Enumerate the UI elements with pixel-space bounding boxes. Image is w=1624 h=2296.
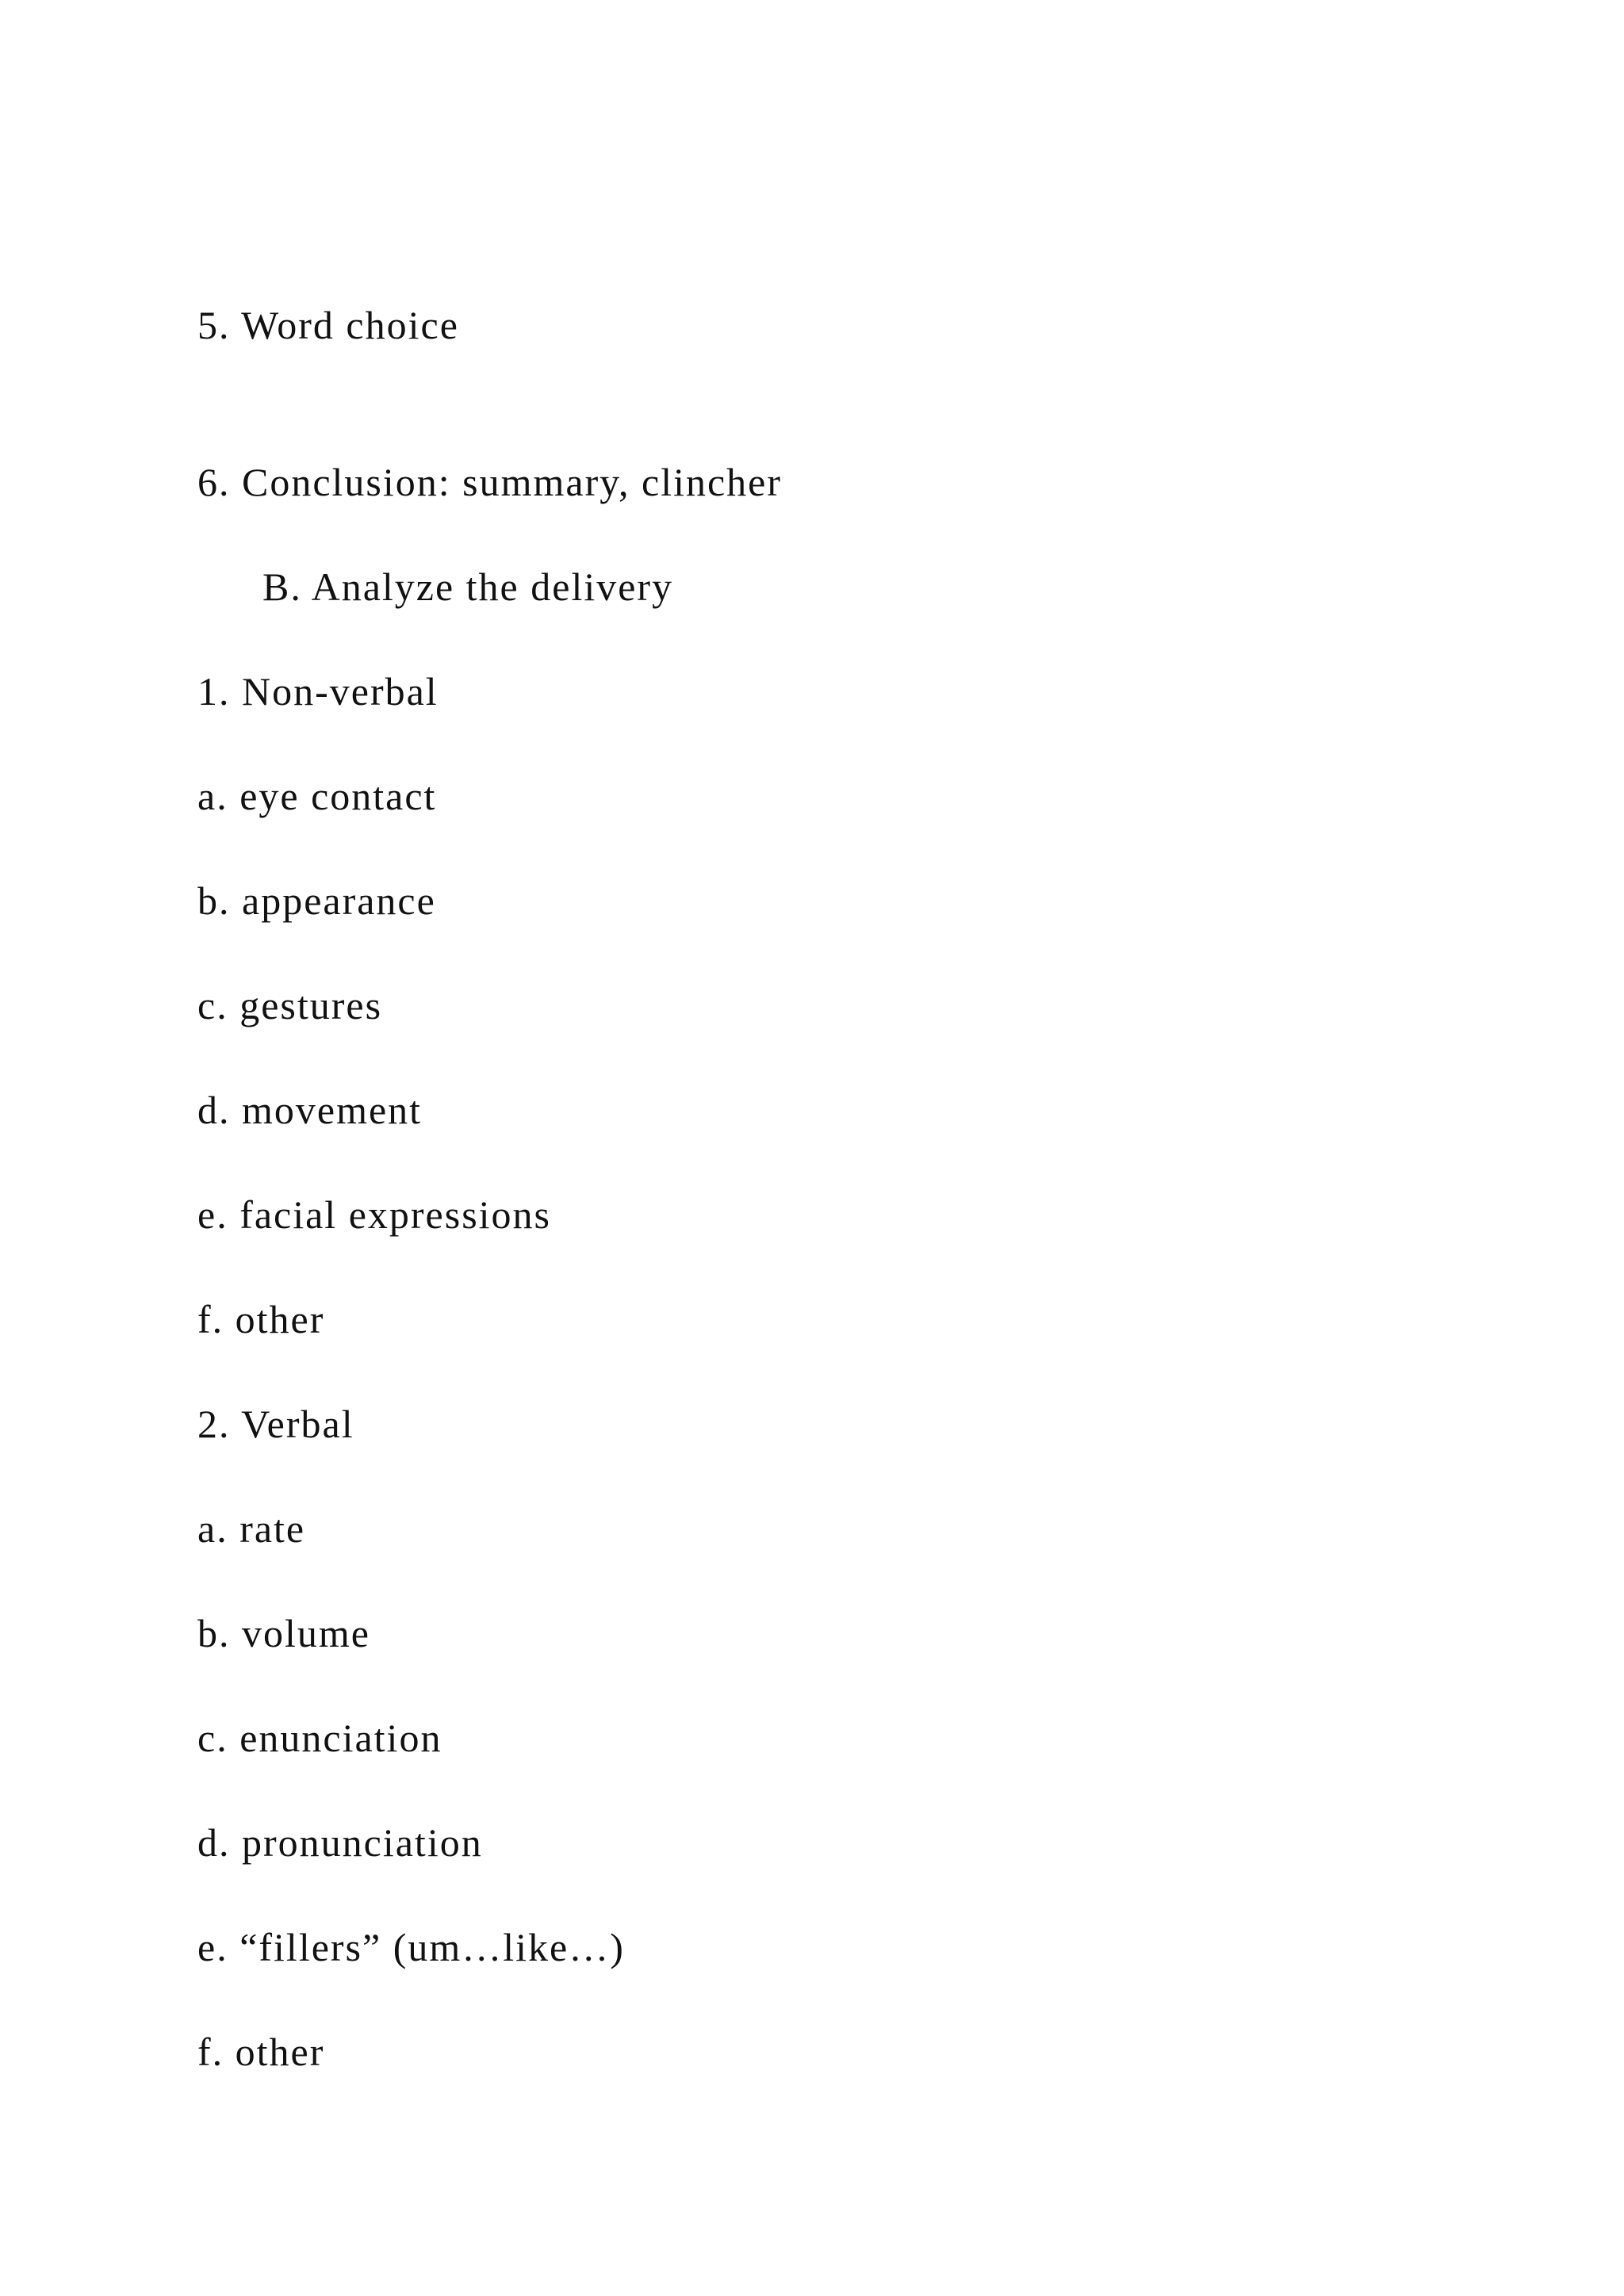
outline-item-conclusion: 6. Conclusion: summary, clincher [197,460,783,504]
outline-subitem-movement: d. movement [197,1088,423,1132]
outline-item-word-choice: 5. Word choice [197,303,459,347]
outline-subitem-appearance: b. appearance [197,878,436,923]
outline-item-verbal: 2. Verbal [197,1402,354,1446]
outline-item-non-verbal: 1. Non-verbal [197,669,439,714]
outline-subitem-pronunciation: d. pronunciation [197,1820,483,1865]
outline-subitem-other-verbal: f. other [197,2030,325,2074]
outline-subitem-gestures: c. gestures [197,983,383,1027]
outline-subitem-enunciation: c. enunciation [197,1716,442,1760]
outline-subitem-rate: a. rate [197,1506,306,1551]
section-heading-analyze-delivery: B. Analyze the delivery [262,564,674,609]
outline-subitem-eye-contact: a. eye contact [197,774,437,818]
outline-subitem-fillers: e. “fillers” (um…like…) [197,1925,625,1969]
outline-subitem-facial-expressions: e. facial expressions [197,1192,552,1237]
outline-subitem-other-nonverbal: f. other [197,1297,325,1341]
outline-subitem-volume: b. volume [197,1611,370,1655]
